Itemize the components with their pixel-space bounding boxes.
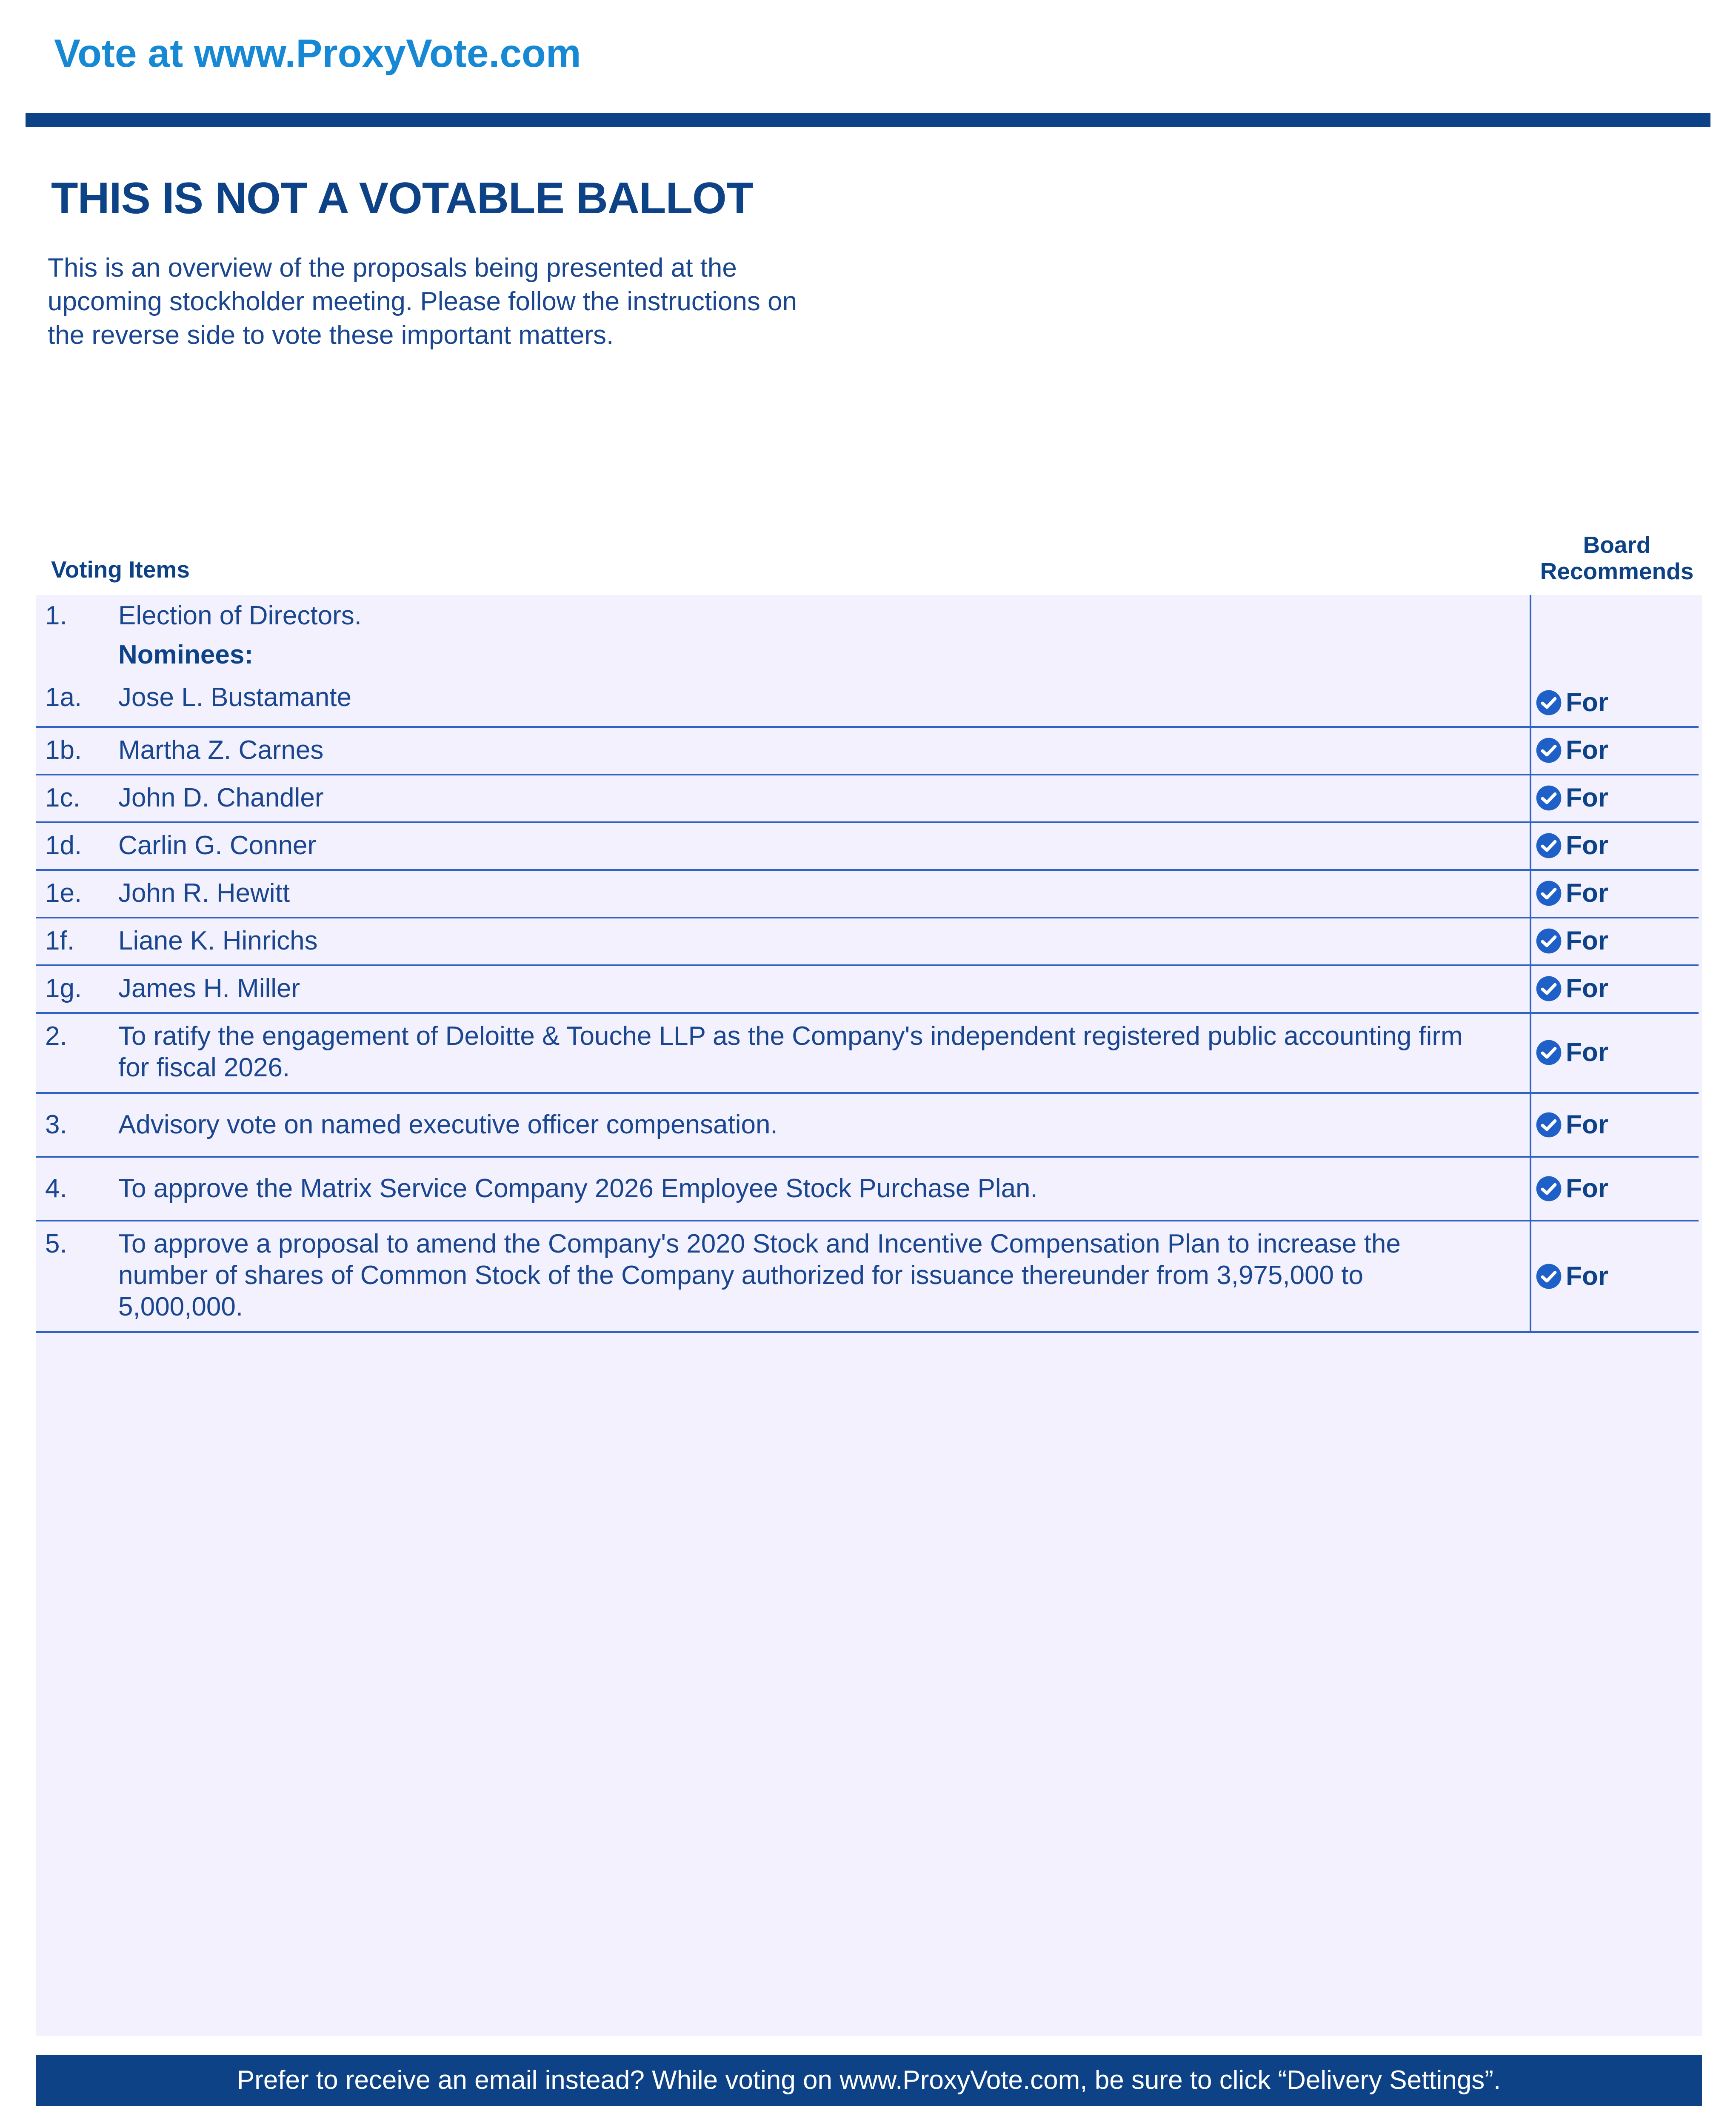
intro-text [48,251,865,352]
recommendation [1535,1037,1608,1068]
nominee-row [36,823,1699,871]
proposal-text [118,1228,1522,1323]
footer-banner: Prefer to receive an email instead? While voting on www.ProxyVote.com, be sure to click “Delivery Settings”. [36,2055,1702,2106]
item-number: 5. [45,1229,67,1258]
recommendation-label: For [1566,926,1608,955]
recommendation [1535,830,1608,861]
check-circle-icon [1535,927,1562,955]
proposal-text-line: To ratify the engagement of Deloitte & Touche LLP as the Company's independent registered public accounting firm [118,1021,1463,1051]
item-number: 1g. [45,974,82,1003]
item-number: 1b. [45,735,82,765]
nominee-name: James H. Miller [118,974,300,1003]
recommendation-label: For [1566,974,1608,1003]
recommendation [1535,925,1608,957]
nominee-row [36,775,1699,823]
recommendation [1535,735,1608,766]
nominees-label: Nominees: [118,640,253,669]
nominee-row [36,918,1699,966]
item-number: 1a. [45,683,82,712]
nominee-name: John D. Chandler [118,783,324,812]
proposal-text: Advisory vote on named executive officer compensation. [118,1110,778,1139]
nominee-name: Carlin G. Conner [118,831,317,860]
recommendation-label: For [1566,1174,1608,1203]
board-recommends-header-line: Recommends [1540,558,1694,584]
item-number: 1e. [45,878,82,908]
item-text: Election of Directors. [118,601,362,630]
check-circle-icon [1535,737,1562,764]
recommendation [1535,687,1608,718]
proposal-row-2 [36,1014,1699,1094]
item-number: 3. [45,1110,67,1139]
nominee-row [36,681,1699,728]
item-number: 1f. [45,926,74,955]
check-circle-icon [1535,880,1562,907]
check-circle-icon [1535,1263,1562,1290]
recommendation [1535,973,1608,1004]
recommendation-label: For [1566,1261,1608,1291]
proposal-text-line: To approve a proposal to amend the Company's 2020 Stock and Incentive Compensation Plan to increase the [118,1229,1401,1258]
proposal-text-line: for fiscal 2026. [118,1053,290,1082]
proposal-text [118,1021,1522,1084]
recommendation [1535,1261,1608,1292]
page-title: THIS IS NOT A VOTABLE BALLOT [51,174,753,223]
recommendation [1535,1109,1608,1141]
item-number: 1d. [45,831,82,860]
recommendation-label: For [1566,783,1608,812]
board-recommends-header-line: Board [1583,532,1651,558]
nominee-name: Martha Z. Carnes [118,735,324,765]
recommendation [1535,782,1608,814]
intro-line: upcoming stockholder meeting. Please follow the instructions on [48,287,797,316]
header-rule [26,113,1710,127]
check-circle-icon [1535,832,1562,859]
nominee-row [36,871,1699,918]
recommendation-label: For [1566,831,1608,860]
proposal-row-5 [36,1221,1699,1333]
check-circle-icon [1535,689,1562,716]
item-number: 1. [45,601,67,630]
proposal-text-line: number of shares of Common Stock of the Company authorized for issuance thereunder from 3,975,000 to [118,1261,1363,1290]
check-circle-icon [1535,1175,1562,1202]
intro-line: the reverse side to vote these important matters. [48,320,614,350]
proposal-row-1 [36,600,1699,681]
board-recommends-header [1528,532,1706,584]
proposal-row-3 [36,1094,1699,1158]
check-circle-icon [1535,784,1562,812]
proposal-text-line: 5,000,000. [118,1292,243,1321]
recommendation [1535,1173,1608,1204]
recommendation-label: For [1566,1110,1608,1139]
item-number: 2. [45,1021,67,1051]
check-circle-icon [1535,1111,1562,1138]
nominee-name: John R. Hewitt [118,878,290,908]
recommendation [1535,878,1608,909]
recommendation-label: For [1566,688,1608,717]
nominee-name: Liane K. Hinrichs [118,926,318,955]
check-circle-icon [1535,975,1562,1002]
nominee-row [36,966,1699,1014]
proposal-row-4 [36,1158,1699,1221]
proposal-text: To approve the Matrix Service Company 2026 Employee Stock Purchase Plan. [118,1174,1038,1203]
recommendation-label: For [1566,735,1608,765]
recommendation-label: For [1566,878,1608,908]
check-circle-icon [1535,1039,1562,1066]
voting-items-header: Voting Items [51,556,190,583]
item-number: 4. [45,1174,67,1203]
proxyvote-link[interactable]: Vote at www.ProxyVote.com [54,31,581,75]
nominee-name: Jose L. Bustamante [118,683,351,712]
recommendation-label: For [1566,1038,1608,1067]
nominee-row [36,728,1699,775]
item-number: 1c. [45,783,80,812]
intro-line: This is an overview of the proposals being presented at the [48,253,737,283]
